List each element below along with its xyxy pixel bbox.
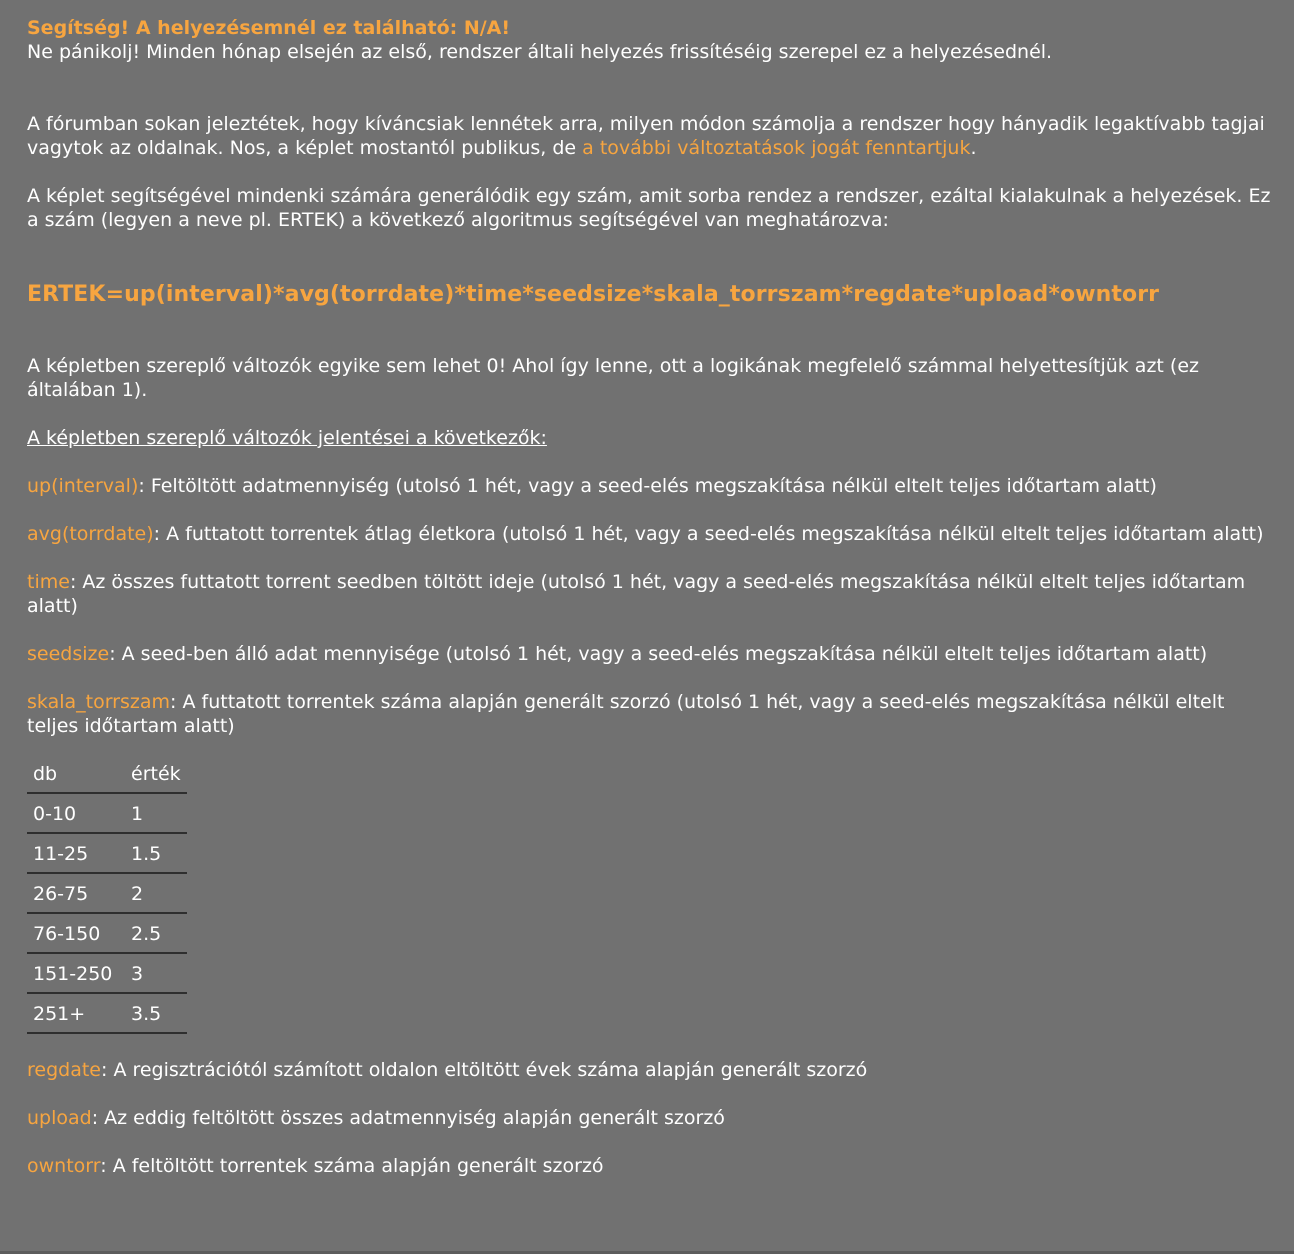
table-cell-value: 3 — [125, 953, 187, 993]
table-row — [27, 793, 187, 833]
table-row — [27, 953, 187, 993]
variable-desc: : Az eddig feltöltött összes adatmennyiség alapján generált szorzó — [91, 1107, 725, 1129]
table-header-row — [27, 754, 187, 793]
variable-desc: : Az összes futtatott torrent seedben töltött ideje (utolsó 1 hét, vagy a seed-elés megszakítása nélkül eltelt teljes időtartam alatt) — [27, 571, 1246, 617]
table-row — [27, 833, 187, 873]
variable-name: upload — [27, 1107, 92, 1129]
column-header-db: db — [27, 754, 125, 793]
variable-name: skala_torrszam — [27, 691, 171, 713]
variable-desc: : A regisztrációtól számított oldalon eltöltött évek száma alapján generált szorzó — [101, 1059, 868, 1081]
table-cell-value: 2.5 — [125, 913, 187, 953]
variable-desc: : Feltöltött adatmennyiség (utolsó 1 hét, vagy a seed-elés megszakítása nélkül eltelt teljes időtartam alatt) — [138, 475, 1157, 497]
description-paragraph: A képlet segítségével mindenki számára generálódik egy szám, amit sorba rendez a rendszer, ezáltal kialakulnak a helyezések. Ez a szám (legyen a neve pl. ERTEK) a következő algoritmus segítségével van meghatározva: — [27, 185, 1271, 231]
variable-item — [27, 1106, 1272, 1130]
variable-name: seedsize — [27, 643, 110, 665]
torrent-count-scale-table — [27, 754, 187, 1034]
variable-name: avg(torrdate) — [27, 523, 154, 545]
help-subtitle: Ne pánikolj! Minden hónap elsején az első, rendszer általi helyezés frissítéséig szerepel ez a helyezésednél. — [27, 41, 1053, 63]
rights-reserved-link[interactable]: a további változtatások jogát fenntartjuk — [582, 137, 971, 159]
variable-item — [27, 690, 1272, 738]
table-cell-db: 11-25 — [27, 833, 125, 873]
variable-desc: : A futtatott torrentek átlag életkora (utolsó 1 hét, vagy a seed-elés megszakítása nélkül eltelt teljes időtartam alatt) — [153, 523, 1264, 545]
intro-paragraph — [27, 112, 1272, 160]
variable-name: regdate — [27, 1059, 101, 1081]
ranking-help-content — [27, 16, 1272, 1178]
variable-item — [27, 1058, 1272, 1082]
variable-item — [27, 474, 1272, 498]
intro-text: A fórumban sokan jeleztétek, hogy kíváncsiak lennétek arra, milyen módon számolja a rendszer hogy hányadik legaktívabb tagjai vagytok az oldalnak. Nos, a képlet mostantól publikus, de — [27, 113, 1265, 159]
table-cell-db: 251+ — [27, 993, 125, 1033]
variable-name: owntorr — [27, 1155, 101, 1177]
table-row — [27, 873, 187, 913]
table-cell-value: 1.5 — [125, 833, 187, 873]
variable-item — [27, 522, 1272, 546]
table-cell-db: 151-250 — [27, 953, 125, 993]
table-cell-db: 0-10 — [27, 793, 125, 833]
table-row — [27, 913, 187, 953]
variable-desc: : A feltöltött torrentek száma alapján generált szorzó — [100, 1155, 604, 1177]
table-cell-value: 1 — [125, 793, 187, 833]
ranking-formula: ERTEK=up(interval)*avg(torrdate)*time*seedsize*skala_torrszam*regdate*upload*owntorr — [27, 282, 1160, 307]
variable-name: up(interval) — [27, 475, 139, 497]
variable-item — [27, 642, 1272, 666]
table-cell-value: 3.5 — [125, 993, 187, 1033]
variable-item — [27, 1154, 1272, 1178]
table-row — [27, 993, 187, 1033]
variable-desc: : A seed-ben álló adat mennyisége (utolsó 1 hét, vagy a seed-elés megszakítása nélkül eltelt teljes időtartam alatt) — [109, 643, 1208, 665]
column-header-value: érték — [125, 754, 187, 793]
help-title: Segítség! A helyezésemnél ez található: N/A! — [27, 17, 511, 39]
table-cell-db: 26-75 — [27, 873, 125, 913]
table-cell-value: 2 — [125, 873, 187, 913]
variable-name: time — [27, 571, 70, 593]
nonzero-note: A képletben szereplő változók egyike sem lehet 0! Ahol így lenne, ott a logikának megfelelő számmal helyettesítjük azt (ez általában 1). — [27, 355, 1199, 401]
variable-item — [27, 570, 1272, 618]
table-cell-db: 76-150 — [27, 913, 125, 953]
variable-desc: : A futtatott torrentek száma alapján generált szorzó (utolsó 1 hét, vagy a seed-elés megszakítása nélkül eltelt teljes időtartam alatt) — [27, 691, 1225, 737]
variables-heading: A képletben szereplő változók jelentései a következők: — [27, 427, 547, 449]
intro-text-end: . — [970, 137, 977, 159]
